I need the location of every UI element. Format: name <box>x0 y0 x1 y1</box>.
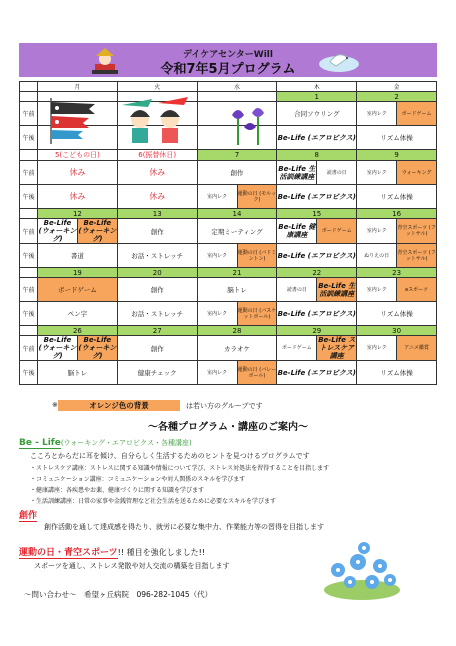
weekday-4: 木 <box>277 82 357 92</box>
cell-text: お話・ストレッチ <box>131 310 184 318</box>
row-label-am: 午前 <box>20 102 38 126</box>
cell-part: 運動の日 (バスケットボール) <box>238 302 277 325</box>
page-title: 令和7年5月プログラム <box>160 62 296 77</box>
cell-w3-pm-2 <box>117 244 197 268</box>
date-1-5: 2 <box>357 92 437 102</box>
cell-text: 休み <box>69 168 86 177</box>
nemophila-flower-icon <box>322 540 402 600</box>
cell-w4-pm-3 <box>197 302 277 326</box>
kabuto-doll-icon <box>92 46 118 74</box>
date-row-label <box>20 150 38 161</box>
cell-text: リズム体操 <box>380 193 413 201</box>
cell-text: 創作 <box>150 286 164 294</box>
cell-w2-am-5 <box>357 161 437 185</box>
cell-w5-pm-1 <box>38 361 118 385</box>
cell-w2-pm-4 <box>277 185 357 209</box>
belife-intro: こころとからだに耳を傾け、自分らしく生活するためのヒントを見つけるプログラムです <box>30 452 310 460</box>
date-2-3: 7 <box>197 150 277 161</box>
weekday-3: 水 <box>197 82 277 92</box>
cell-w5-pm-4 <box>277 361 357 385</box>
cell-w4-am-4 <box>277 278 357 302</box>
cell-part: Be-Life (ウォーキング) <box>78 336 117 360</box>
date-5-3: 28 <box>197 326 277 336</box>
cell-part: 室内レク <box>198 302 238 325</box>
cell-text: ペン字 <box>67 310 88 318</box>
cell-w3-am-2 <box>117 219 197 244</box>
cell-part: 室内レク <box>198 244 238 267</box>
date-row-label <box>20 268 38 278</box>
cell-text: ボードゲーム <box>57 286 97 294</box>
iris-flower-icon <box>228 105 272 145</box>
cell-part: 室内レク <box>198 361 238 384</box>
cell-text: Be-Life (エアロビクス) <box>277 368 356 377</box>
date-4-2: 20 <box>117 268 197 278</box>
row-label-pm: 午後 <box>20 302 38 326</box>
row-label-pm: 午後 <box>20 185 38 209</box>
belife-heading-main: Be - Life <box>19 438 61 448</box>
cell-w3-pm-3 <box>197 244 277 268</box>
cell-part: 室内レク <box>357 278 397 301</box>
cell-w2-pm-1 <box>38 185 118 209</box>
cell-w1-pm-5 <box>357 126 437 150</box>
cell-w1-pm-4 <box>277 126 357 150</box>
cell-part: ウォーキング <box>397 161 436 184</box>
koinobori-icon <box>45 96 117 144</box>
contact-info: ～問い合わせ～ 希望ヶ丘病院 096-282-1045（代） <box>24 590 213 599</box>
cell-part: 運動の日 (モルック) <box>238 185 277 208</box>
date-2-5: 9 <box>357 150 437 161</box>
legend-mark: ※ <box>52 401 58 409</box>
date-row-label <box>20 92 38 102</box>
cell-part: 室内レク <box>357 161 397 184</box>
date-row-label <box>20 209 38 219</box>
cell-w4-am-1 <box>38 278 118 302</box>
cell-part: Be-Life (ウォーキング) <box>38 219 77 243</box>
undo-text: スポーツを通し、ストレス発散や対人交流の構築を目指します <box>34 562 230 570</box>
cell-w2-pm-2 <box>117 185 197 209</box>
cell-w5-am-1 <box>38 336 118 361</box>
cell-w4-pm-2 <box>117 302 197 326</box>
cell-w3-am-4 <box>277 219 357 244</box>
cell-part: ボードゲーム <box>317 219 356 243</box>
legend-text: は若い方のグループです <box>186 402 263 410</box>
cell-part: 読書の日 <box>277 278 317 301</box>
title-banner <box>19 43 437 77</box>
center-name: デイケアセンターWill <box>183 50 273 60</box>
belife-item-3: ・健康講座：各疾患やお薬、健康づくりに関する知識を学びます <box>30 487 205 494</box>
cell-part: Be-Life 生活訓練講座 <box>277 161 317 184</box>
cell-text: 脳トレ <box>67 369 88 377</box>
date-3-1: 12 <box>38 209 118 219</box>
cell-w3-pm-5 <box>357 244 437 268</box>
cell-part: Be-Life 生活訓練講座 <box>317 278 356 301</box>
date-3-5: 16 <box>357 209 437 219</box>
corner-cell <box>20 82 38 92</box>
date-row-label <box>20 326 38 336</box>
date-4-5: 23 <box>357 268 437 278</box>
cell-text: 休み <box>149 168 166 177</box>
cell-w2-pm-5 <box>357 185 437 209</box>
cell-text: 創作 <box>150 227 164 236</box>
children-icon <box>118 95 194 145</box>
cell-text: Be-Life (エアロビクス) <box>277 251 356 260</box>
cell-part: 室内レク <box>198 185 238 208</box>
date-2-4: 8 <box>277 150 357 161</box>
cell-w1-am-4 <box>277 102 357 126</box>
cell-w4-am-5 <box>357 278 437 302</box>
cell-w5-pm-5 <box>357 361 437 385</box>
cell-w5-am-4 <box>277 336 357 361</box>
cell-text: リズム体操 <box>380 310 413 318</box>
cell-part: アニメ鑑賞 <box>397 336 436 360</box>
cell-text: 健康チェック <box>137 369 177 377</box>
cell-w4-pm-5 <box>357 302 437 326</box>
legend-orange-box: オレンジ色の背景 <box>58 400 180 411</box>
cell-w3-pm-4 <box>277 244 357 268</box>
date-5-4: 29 <box>277 326 357 336</box>
cell-text: 定期ミーティング <box>211 227 263 236</box>
cell-text: Be-Life (エアロビクス) <box>277 309 356 318</box>
row-label-am: 午前 <box>20 336 38 361</box>
date-3-2: 13 <box>117 209 197 219</box>
cell-w3-am-3 <box>197 219 277 244</box>
cell-w4-pm-4 <box>277 302 357 326</box>
date-1-4: 1 <box>277 92 357 102</box>
cell-part: 読書の日 <box>326 169 347 176</box>
belife-item-4: ・生活訓練講座：日常の家事や金銭管理など社会生活を送るために必要なスキルを学びます <box>30 498 276 505</box>
cell-w3-pm-1 <box>38 244 118 268</box>
belife-heading-sub: (ウォーキング・エアロビクス・各種講座) <box>60 439 192 447</box>
cell-text: 休み <box>149 192 166 201</box>
cell-text: 創作 <box>150 344 164 353</box>
date-5-1: 26 <box>38 326 118 336</box>
row-label-am: 午前 <box>20 219 38 244</box>
cell-w2-am-2 <box>117 161 197 185</box>
cell-part: 運動の日 (バドミントン) <box>238 244 277 267</box>
belife-item-2: ・コミュニケーション講座：コミュニケーションや対人関係のスキルを学びます <box>30 476 246 483</box>
dove-icon <box>316 48 362 74</box>
cell-part: 青空スポーツ (フットサル) <box>397 219 436 243</box>
cell-text: お話・ストレッチ <box>131 252 184 260</box>
cell-part: 運動の日 (バレーボール) <box>238 361 277 384</box>
belife-heading <box>19 438 192 448</box>
cell-part: ボードゲーム <box>397 102 436 125</box>
cell-part: 青空スポーツ (フットサル) <box>397 244 436 267</box>
cell-text: リズム体操 <box>380 134 413 142</box>
cell-w5-am-2 <box>117 336 197 361</box>
cell-w4-am-2 <box>117 278 197 302</box>
cell-part: Be-Life (ウォーキング) <box>38 336 77 360</box>
date-2-2: 6(振替休日) <box>117 150 197 161</box>
row-label-pm: 午後 <box>20 361 38 385</box>
cell-w5-am-3 <box>197 336 277 361</box>
cell-w4-am-3 <box>197 278 277 302</box>
cell-text: カラオケ <box>224 344 250 353</box>
date-5-2: 27 <box>117 326 197 336</box>
cell-w3-am-5 <box>357 219 437 244</box>
date-3-3: 14 <box>197 209 277 219</box>
cell-w2-pm-3 <box>197 185 277 209</box>
weekday-1: 月 <box>38 82 118 92</box>
cell-w3-am-1 <box>38 219 118 244</box>
cell-text: Be-Life (エアロビクス) <box>277 192 356 201</box>
cell-part: ボードゲーム <box>277 336 317 360</box>
row-label-pm: 午後 <box>20 126 38 150</box>
date-5-5: 30 <box>357 326 437 336</box>
cell-part: ぬりえの日 <box>357 244 397 267</box>
cell-w5-pm-2 <box>117 361 197 385</box>
cell-w2-am-1 <box>38 161 118 185</box>
cell-part: 室内レク <box>357 102 397 125</box>
cell-text: 書道 <box>70 252 84 260</box>
date-2-1: 5(こどもの日) <box>38 150 118 161</box>
date-3-4: 15 <box>277 209 357 219</box>
cell-part: Be-Life ストレスケア 講座 <box>318 336 356 360</box>
weekday-2: 火 <box>117 82 197 92</box>
cell-text: 合同ソウリング <box>294 110 340 118</box>
sosaku-heading: 創作 <box>19 511 38 521</box>
cell-w2-am-4 <box>277 161 357 185</box>
cell-part: 室内レク <box>357 219 397 243</box>
row-label-pm: 午後 <box>20 244 38 268</box>
date-4-3: 21 <box>197 268 277 278</box>
cell-text: リズム体操 <box>380 369 413 377</box>
guide-title: ～各種プログラム・講座のご案内～ <box>148 422 308 433</box>
weekday-5: 金 <box>357 82 437 92</box>
cell-text: 休み <box>69 192 86 201</box>
cell-text: 脳トレ <box>227 286 247 294</box>
cell-text: 創作 <box>230 169 244 177</box>
belife-item-1: ・ストレスケア講座：ストレスに関する知識や情報について学び、ストレス対処法を習得することを目指します <box>30 465 330 472</box>
sosaku-text: 創作活動を通して達成感を得たり、就労に必要な集中力、作業能力等の習得を目指します <box>44 523 324 531</box>
cell-w2-am-3 <box>197 161 277 185</box>
date-1-3 <box>197 92 277 102</box>
cell-part: Be-Life 健康講座 <box>277 219 317 243</box>
cell-w1-am-5 <box>357 102 437 126</box>
cell-part: eスポーツ <box>397 278 436 301</box>
date-4-1: 19 <box>38 268 118 278</box>
cell-part: 室内レク <box>357 336 397 360</box>
cell-text: Be-Life (エアロビクス) <box>277 133 356 142</box>
cell-w5-am-5 <box>357 336 437 361</box>
cell-part: Be-Life (ウォーキング) <box>78 219 117 243</box>
cell-w5-pm-3 <box>197 361 277 385</box>
row-label-am: 午前 <box>20 161 38 185</box>
cell-w4-pm-1 <box>38 302 118 326</box>
undo-heading: 運動の日・青空スポーツ!! 種目を強化しました!! <box>19 548 206 558</box>
date-4-4: 22 <box>277 268 357 278</box>
row-label-am: 午前 <box>20 278 38 302</box>
